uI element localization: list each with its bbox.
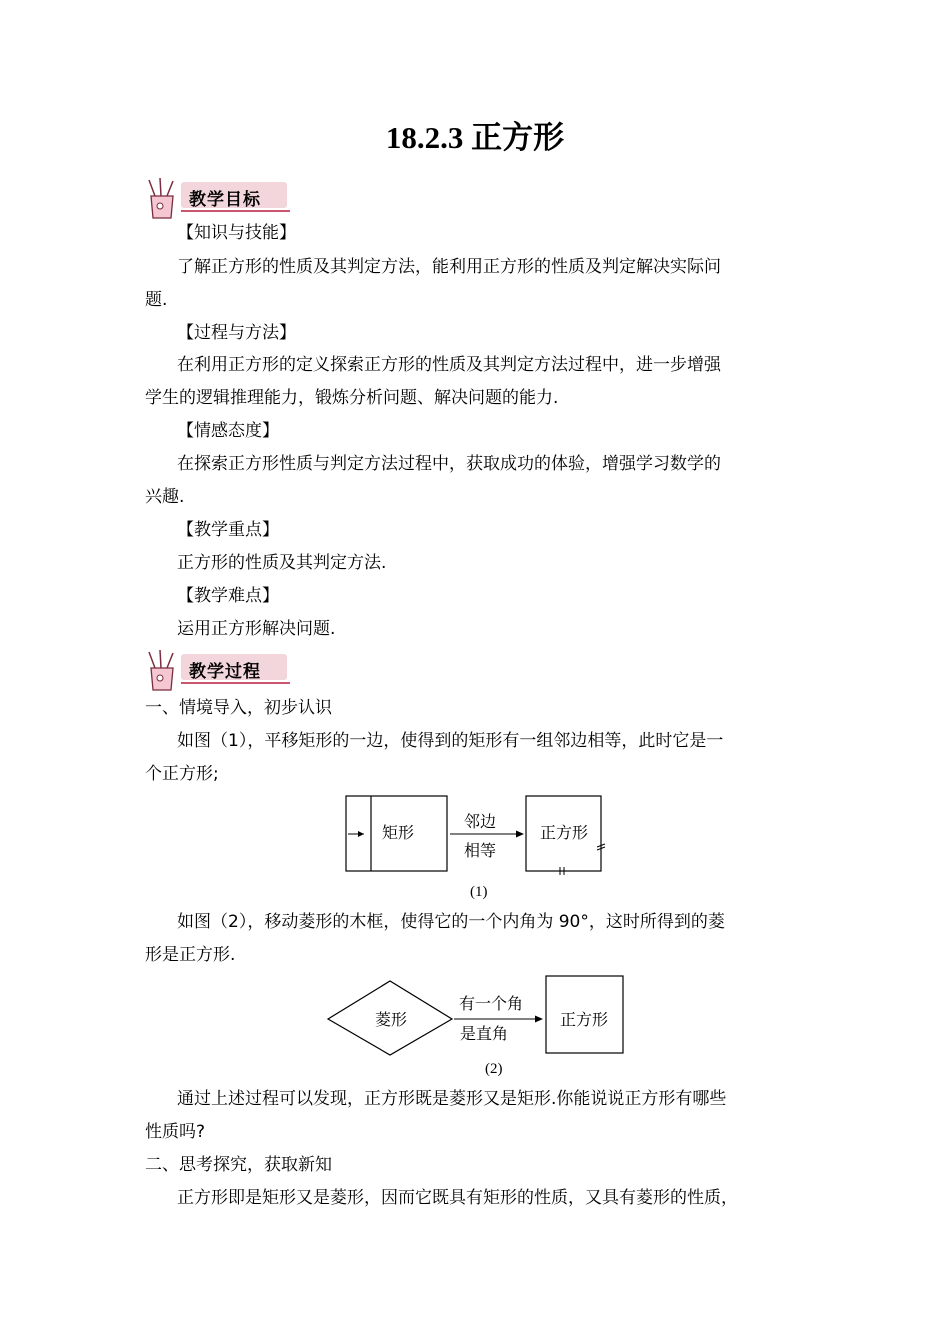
transform-arrow-head bbox=[535, 1016, 543, 1023]
paragraph-line: 在探索正方形性质与判定方法过程中，获取成功的体验，增强学习数学的 bbox=[177, 454, 721, 474]
left-arrow-head bbox=[358, 831, 364, 837]
paragraph-line: 正方形即是矩形又是菱形，因而它既具有矩形的性质，又具有菱形的性质， bbox=[177, 1188, 738, 1208]
knowledge-heading: 【知识与技能】 bbox=[177, 223, 296, 243]
section-heading: 一、情境导入，初步认识 bbox=[145, 698, 332, 718]
paragraph-line: 兴趣. bbox=[145, 487, 185, 507]
process-heading: 【过程与方法】 bbox=[177, 323, 296, 343]
paragraph-line: 在利用正方形的定义探索正方形的性质及其判定方法过程中，进一步增强 bbox=[177, 355, 721, 375]
section-heading: 二、思考探究，获取新知 bbox=[145, 1155, 332, 1175]
paragraph-line: 正方形的性质及其判定方法. bbox=[177, 553, 387, 573]
difficulty-heading: 【教学难点】 bbox=[177, 586, 279, 606]
paragraph-line: 通过上述过程可以发现，正方形既是菱形又是矩形.你能说说正方形有哪些 bbox=[177, 1089, 727, 1109]
paragraph-line: 个正方形; bbox=[145, 764, 219, 784]
rhombus-label: 菱形 bbox=[375, 1012, 408, 1029]
arrow-bottom-label: 相等 bbox=[464, 843, 497, 860]
section-banner-objectives bbox=[145, 176, 295, 220]
banner-label: 教学目标 bbox=[189, 190, 261, 210]
paragraph-line: 了解正方形的性质及其判定方法，能利用正方形的性质及判定解决实际问 bbox=[177, 257, 721, 277]
emotion-heading: 【情感态度】 bbox=[177, 421, 279, 441]
arrow-bottom-label: 是直角 bbox=[460, 1026, 509, 1043]
figure-rhombus-to-square bbox=[320, 972, 630, 1084]
paragraph-line: 学生的逻辑推理能力，锻炼分析问题、解决问题的能力. bbox=[145, 388, 559, 408]
rectangle-label: 矩形 bbox=[382, 825, 415, 842]
page-title: 18.2.3 正方形 bbox=[385, 120, 565, 155]
square-label: 正方形 bbox=[540, 825, 589, 842]
figure-rectangle-to-square bbox=[340, 790, 610, 909]
key-point-heading: 【教学重点】 bbox=[177, 520, 279, 540]
paragraph-line: 运用正方形解决问题. bbox=[177, 619, 336, 639]
banner-label: 教学过程 bbox=[189, 662, 261, 682]
paragraph-line: 形是正方形. bbox=[145, 945, 236, 965]
arrow-top-label: 邻边 bbox=[464, 814, 497, 831]
transform-arrow-head bbox=[516, 831, 524, 838]
square-label: 正方形 bbox=[560, 1012, 609, 1029]
paragraph-line: 性质吗? bbox=[145, 1122, 206, 1142]
section-banner-process bbox=[145, 648, 295, 692]
figure-caption: (2) bbox=[485, 1061, 503, 1077]
figure-caption: (1) bbox=[470, 884, 488, 900]
paragraph-line: 如图（1），平移矩形的一边，使得到的矩形有一组邻边相等，此时它是一 bbox=[177, 731, 724, 751]
paragraph-line: 题. bbox=[145, 290, 168, 310]
arrow-top-label: 有一个角 bbox=[459, 996, 524, 1013]
paragraph-line: 如图（2），移动菱形的木框，使得它的一个内角为 90°，这时所得到的菱 bbox=[177, 912, 725, 932]
